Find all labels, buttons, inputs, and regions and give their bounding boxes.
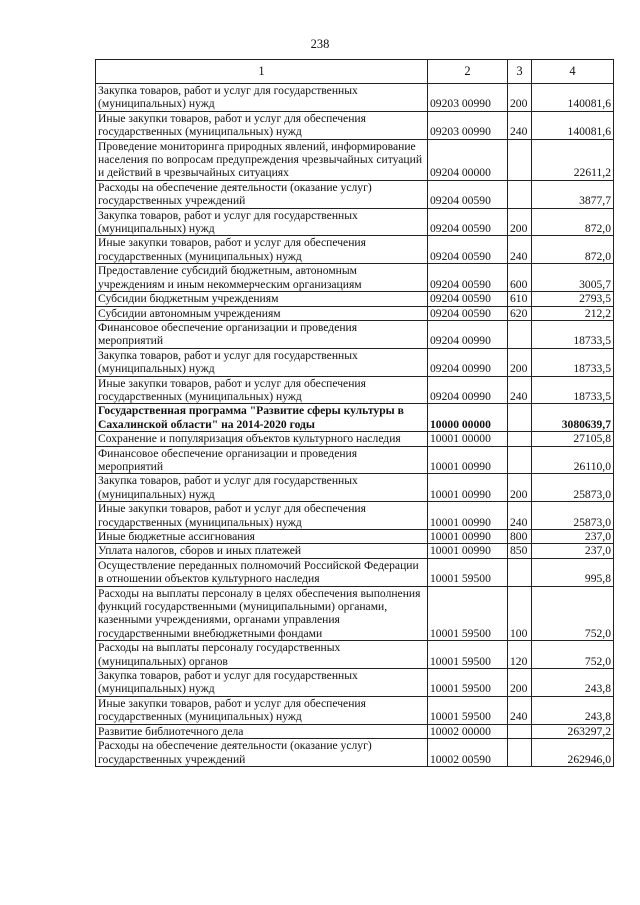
row-code: 10001 00990 [428, 474, 508, 502]
table-row [96, 558, 614, 586]
row-name: Закупка товаров, работ и услуг для государственных (муниципальных) нужд [96, 474, 428, 502]
row-code: 10001 59500 [428, 641, 508, 669]
table-row [96, 530, 614, 544]
row-name: Закупка товаров, работ и услуг для государственных (муниципальных) нужд [96, 208, 428, 236]
row-name: Субсидии автономным учреждениям [96, 306, 428, 320]
row-type: 240 [508, 236, 532, 264]
row-type: 100 [508, 586, 532, 641]
row-type: 240 [508, 111, 532, 139]
row-amount: 752,0 [532, 641, 614, 669]
row-code: 09204 00590 [428, 306, 508, 320]
row-code: 10001 00990 [428, 446, 508, 474]
row-name: Расходы на обеспечение деятельности (оказание услуг) государственных учреждений [96, 739, 428, 767]
row-amount: 263297,2 [532, 724, 614, 738]
row-code: 09204 00590 [428, 264, 508, 292]
row-amount: 3005,7 [532, 264, 614, 292]
row-code: 09204 00590 [428, 292, 508, 306]
table-row [96, 446, 614, 474]
table-row [96, 320, 614, 348]
row-type: 200 [508, 669, 532, 697]
row-type [508, 724, 532, 738]
row-code: 09204 00590 [428, 180, 508, 208]
row-amount: 26110,0 [532, 446, 614, 474]
row-code: 09204 00590 [428, 236, 508, 264]
row-amount: 3877,7 [532, 180, 614, 208]
row-code: 10001 59500 [428, 669, 508, 697]
row-code: 09203 00990 [428, 111, 508, 139]
row-type: 600 [508, 264, 532, 292]
row-type: 200 [508, 348, 532, 376]
table-row [96, 502, 614, 530]
row-name: Уплата налогов, сборов и иных платежей [96, 544, 428, 558]
table-row [96, 641, 614, 669]
row-code: 10001 59500 [428, 558, 508, 586]
row-amount: 18733,5 [532, 320, 614, 348]
table-row [96, 404, 614, 432]
row-code: 10001 00990 [428, 502, 508, 530]
header-col-3: 3 [508, 60, 532, 84]
row-type [508, 739, 532, 767]
row-code: 09204 00990 [428, 320, 508, 348]
row-amount: 243,8 [532, 669, 614, 697]
row-name: Закупка товаров, работ и услуг для государственных (муниципальных) нужд [96, 348, 428, 376]
row-name: Предоставление субсидий бюджетным, автономным учреждениям и иным некоммерческим организациям [96, 264, 428, 292]
row-code: 10000 00000 [428, 404, 508, 432]
row-name: Иные закупки товаров, работ и услуг для обеспечения государственных (муниципальных) нужд [96, 111, 428, 139]
row-amount: 3080639,7 [532, 404, 614, 432]
row-code: 10002 00000 [428, 724, 508, 738]
row-amount: 752,0 [532, 586, 614, 641]
row-type [508, 180, 532, 208]
row-amount: 243,8 [532, 696, 614, 724]
table-header-row [96, 60, 614, 84]
table-row [96, 696, 614, 724]
table-row [96, 586, 614, 641]
row-code: 10001 00000 [428, 432, 508, 446]
row-amount: 2793,5 [532, 292, 614, 306]
row-name: Государственная программа "Развитие сферы культуры в Сахалинской области" на 2014-2020 годы [96, 404, 428, 432]
table-row [96, 111, 614, 139]
row-code: 10001 00990 [428, 544, 508, 558]
row-type: 610 [508, 292, 532, 306]
table-row [96, 306, 614, 320]
row-type: 800 [508, 530, 532, 544]
row-amount: 872,0 [532, 208, 614, 236]
row-code: 10001 59500 [428, 586, 508, 641]
row-code: 10001 00990 [428, 530, 508, 544]
row-type [508, 558, 532, 586]
row-name: Иные закупки товаров, работ и услуг для обеспечения государственных (муниципальных) нужд [96, 696, 428, 724]
row-name: Развитие библиотечного дела [96, 724, 428, 738]
header-col-1: 1 [96, 60, 428, 84]
row-type [508, 139, 532, 180]
row-type: 200 [508, 84, 532, 112]
row-name: Финансовое обеспечение организации и проведения мероприятий [96, 320, 428, 348]
table-row [96, 724, 614, 738]
row-name: Расходы на обеспечение деятельности (оказание услуг) государственных учреждений [96, 180, 428, 208]
table-row [96, 474, 614, 502]
row-amount: 18733,5 [532, 348, 614, 376]
row-code: 09204 00990 [428, 376, 508, 404]
table-row [96, 180, 614, 208]
row-amount: 140081,6 [532, 84, 614, 112]
row-amount: 25873,0 [532, 474, 614, 502]
row-amount: 25873,0 [532, 502, 614, 530]
row-amount: 237,0 [532, 544, 614, 558]
row-type [508, 404, 532, 432]
row-amount: 22611,2 [532, 139, 614, 180]
row-type: 850 [508, 544, 532, 558]
row-amount: 995,8 [532, 558, 614, 586]
row-amount: 140081,6 [532, 111, 614, 139]
row-type: 620 [508, 306, 532, 320]
row-amount: 18733,5 [532, 376, 614, 404]
row-amount: 27105,8 [532, 432, 614, 446]
row-amount: 237,0 [532, 530, 614, 544]
table-row [96, 376, 614, 404]
page-number: 238 [310, 37, 330, 51]
table-row [96, 208, 614, 236]
row-code: 09204 00590 [428, 208, 508, 236]
row-name: Иные закупки товаров, работ и услуг для обеспечения государственных (муниципальных) нужд [96, 376, 428, 404]
header-col-4: 4 [532, 60, 614, 84]
row-name: Финансовое обеспечение организации и проведения мероприятий [96, 446, 428, 474]
row-name: Закупка товаров, работ и услуг для государственных (муниципальных) нужд [96, 669, 428, 697]
row-amount: 872,0 [532, 236, 614, 264]
row-code: 09204 00990 [428, 348, 508, 376]
row-amount: 262946,0 [532, 739, 614, 767]
header-col-2: 2 [428, 60, 508, 84]
row-amount: 212,2 [532, 306, 614, 320]
row-code: 10001 59500 [428, 696, 508, 724]
row-type: 240 [508, 696, 532, 724]
row-type: 200 [508, 208, 532, 236]
row-code: 09204 00000 [428, 139, 508, 180]
table-row [96, 236, 614, 264]
table-row [96, 432, 614, 446]
row-name: Иные закупки товаров, работ и услуг для обеспечения государственных (муниципальных) нужд [96, 502, 428, 530]
table-row [96, 739, 614, 767]
table-row [96, 264, 614, 292]
table-row [96, 139, 614, 180]
row-name: Расходы на выплаты персоналу в целях обеспечения выполнения функций государственными (муниципальными) органами, казенными учреждениями, органами управления государственными внебюджетными фондами [96, 586, 428, 641]
row-name: Осуществление переданных полномочий Российской Федерации в отношении объектов культурного наследия [96, 558, 428, 586]
row-name: Закупка товаров, работ и услуг для государственных (муниципальных) нужд [96, 84, 428, 112]
row-type [508, 446, 532, 474]
budget-table [95, 59, 614, 767]
row-type: 240 [508, 502, 532, 530]
table-row [96, 84, 614, 112]
row-code: 10002 00590 [428, 739, 508, 767]
row-name: Иные бюджетные ассигнования [96, 530, 428, 544]
row-name: Субсидии бюджетным учреждениям [96, 292, 428, 306]
row-name: Сохранение и популяризация объектов культурного наследия [96, 432, 428, 446]
table-row [96, 669, 614, 697]
row-type: 240 [508, 376, 532, 404]
row-code: 09203 00990 [428, 84, 508, 112]
table-row [96, 292, 614, 306]
table-row [96, 348, 614, 376]
row-name: Иные закупки товаров, работ и услуг для обеспечения государственных (муниципальных) нужд [96, 236, 428, 264]
row-name: Расходы на выплаты персоналу государственных (муниципальных) органов [96, 641, 428, 669]
table-row [96, 544, 614, 558]
row-type: 200 [508, 474, 532, 502]
row-name: Проведение мониторинга природных явлений, информирование населения по вопросам предупреждения чрезвычайных ситуаций и действий в чрезвычайных ситуациях [96, 139, 428, 180]
row-type: 120 [508, 641, 532, 669]
row-type [508, 320, 532, 348]
row-type [508, 432, 532, 446]
